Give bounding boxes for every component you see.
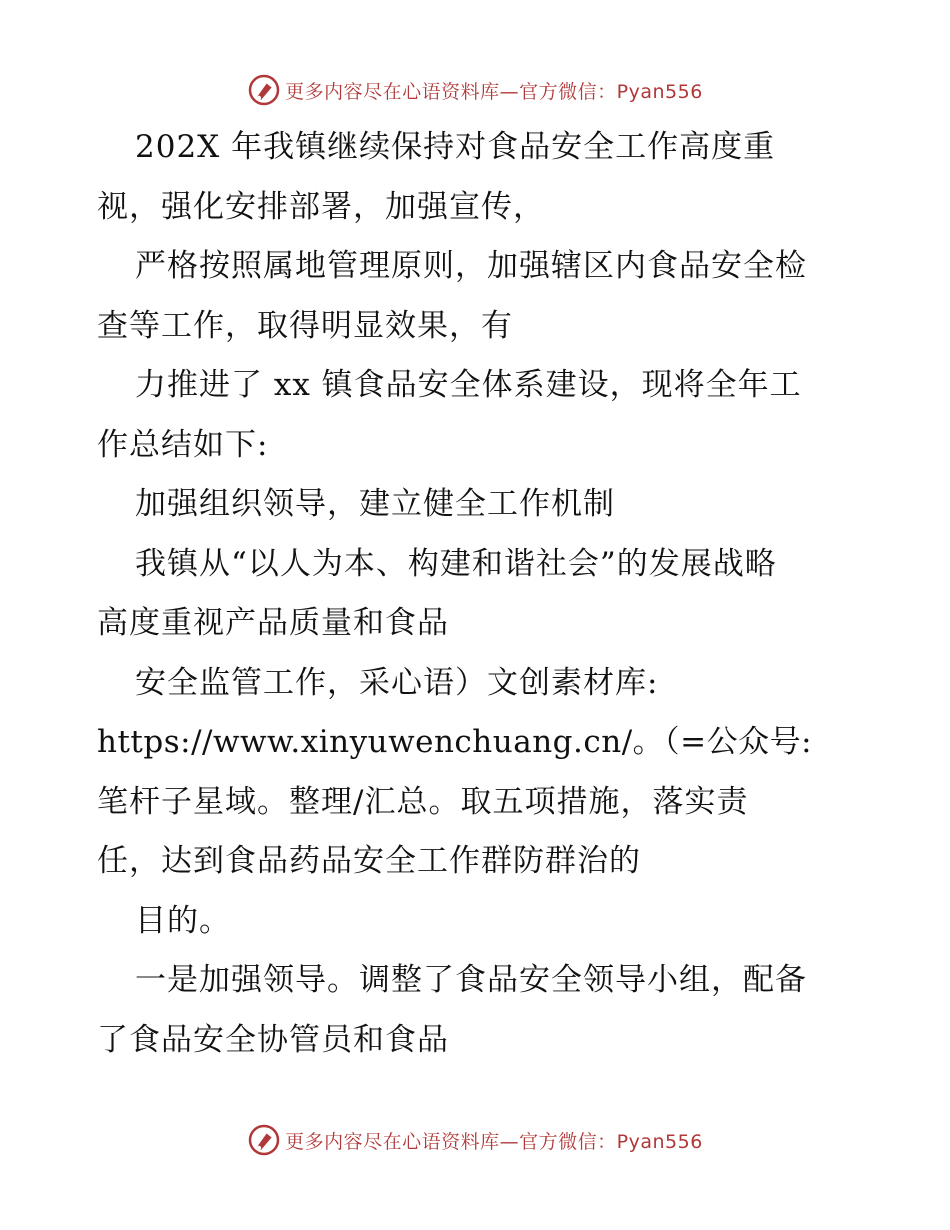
text-line-9: 高度重视产品质量和食品	[97, 605, 449, 641]
text-line-14: 目的。	[135, 902, 231, 939]
text-line-10: 安全监管工作，采心语）文创素材库:	[135, 664, 659, 701]
footer-wechat-label: 官方微信：Pyan556	[519, 1130, 703, 1153]
text-line-16: 了食品安全协管员和食品	[97, 1021, 449, 1058]
pen-nib-logo-icon	[247, 73, 281, 107]
text-line-1: 202X 年我镇继续保持对食品安全工作高度重	[135, 129, 776, 165]
text-line-15: 一是加强领导。调整了食品安全领导小组，配备	[135, 962, 807, 998]
section-heading: 加强组织领导，建立健全工作机制	[135, 486, 615, 522]
header-site-name: 更多内容尽在心语资料库	[285, 80, 500, 103]
footer-banner	[0, 1120, 950, 1160]
text-line-2: 视，强化安排部署，加强宣传，	[97, 188, 545, 225]
header-separator: —	[499, 80, 520, 103]
header-banner-text	[285, 77, 703, 104]
text-line-3: 严格按照属地管理原则，加强辖区内食品安全检	[135, 248, 807, 284]
header-banner-inner	[247, 73, 703, 107]
header-wechat-label: 官方微信：Pyan556	[519, 80, 703, 103]
header-banner	[0, 70, 950, 110]
text-line-11-url: https://www.xinyuwenchuang.cn/。（=公众号:	[97, 724, 813, 760]
text-line-8: 我镇从“以人为本、构建和谐社会”的发展战略	[135, 545, 777, 582]
text-line-13: 任，达到食品药品安全工作群防群治的	[97, 843, 641, 879]
text-line-12: 笔杆子星域。整理/汇总。取五项措施，落实责	[97, 783, 749, 820]
text-line-5: 力推进了 xx 镇食品安全体系建设，现将全年工	[135, 367, 802, 403]
text-line-6: 作总结如下:	[97, 426, 269, 463]
footer-separator: —	[499, 1130, 520, 1153]
document-body	[97, 118, 867, 1070]
footer-banner-inner	[247, 1123, 703, 1157]
pen-nib-logo-icon	[247, 1123, 281, 1157]
footer-site-name: 更多内容尽在心语资料库	[285, 1130, 500, 1153]
footer-banner-text	[285, 1127, 703, 1154]
text-line-4: 查等工作，取得明显效果，有	[97, 307, 513, 344]
